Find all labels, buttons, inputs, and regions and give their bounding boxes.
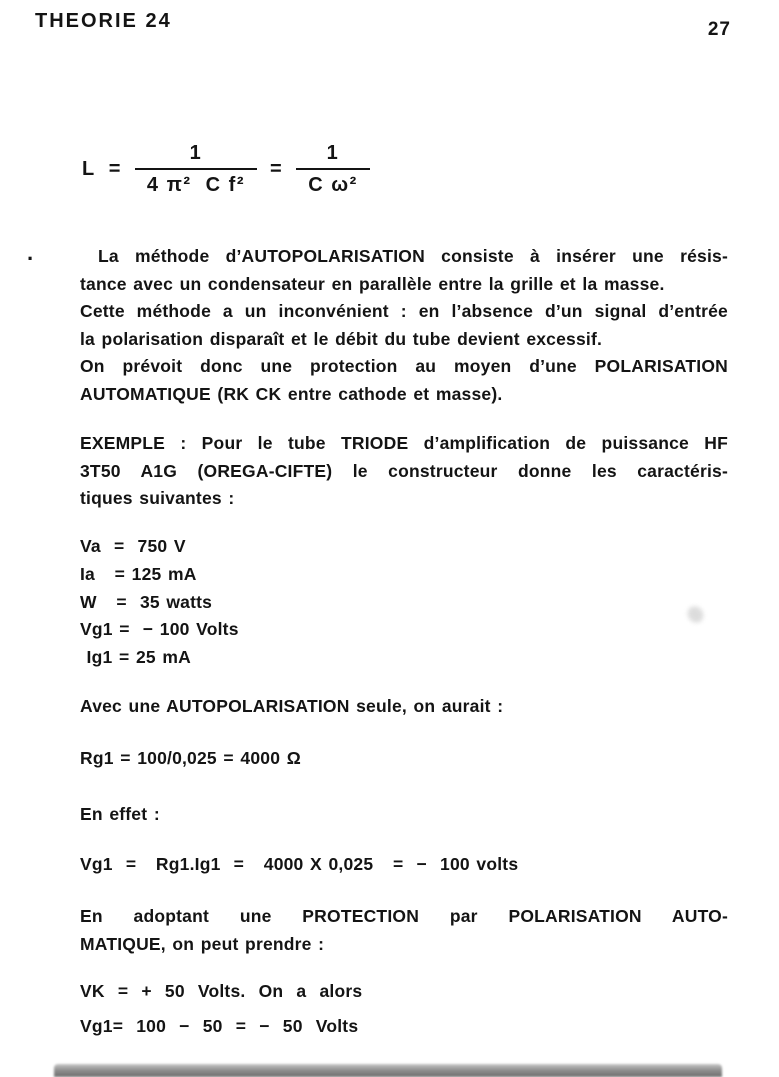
text-line: tiques suivantes : — [80, 488, 235, 508]
paragraph-exemple — [80, 430, 728, 513]
characteristic-vg1: Vg1 = − 100 Volts — [80, 619, 239, 640]
text-line: 3T50 A1G (OREGA-CIFTE) le constructeur donne les caractéris- — [80, 460, 728, 481]
paragraph-vk — [80, 978, 728, 1006]
tube-characteristics-list — [80, 533, 728, 672]
fraction-1-numerator: 1 — [189, 142, 203, 164]
text-line: AUTOMATIQUE (RK CK entre cathode et masse). — [80, 383, 503, 404]
inductance-formula — [82, 142, 370, 197]
formula-lhs: L — [82, 158, 96, 180]
text-line: tance avec un condensateur en parallèle entre la grille et la masse. — [80, 273, 665, 294]
paragraph-en-effet — [80, 801, 728, 829]
characteristic-ig1: Ig1 = 25 mA — [80, 647, 192, 668]
page-number: 27 — [707, 19, 731, 40]
characteristic-ia: Ia = 125 mA — [80, 563, 197, 584]
paragraph-autopolarisation — [80, 243, 728, 408]
characteristic-va: Va = 750 V — [80, 536, 186, 556]
text-line: En adoptant une PROTECTION par POLARISATION AUTO- — [80, 906, 728, 926]
paragraph-protection — [80, 903, 728, 958]
equation-line: Rg1 = 100/0,025 = 4000 Ω — [80, 748, 301, 768]
text-line: MATIQUE, on peut prendre : — [80, 933, 325, 954]
page-title: THEORIE 24 — [35, 10, 172, 32]
equals-sign: = — [108, 158, 122, 180]
fraction-2 — [296, 142, 370, 197]
text-line: La méthode d’AUTOPOLARISATION consiste à insérer une résis- — [98, 246, 728, 266]
scan-shadow-bar — [54, 1064, 722, 1077]
fraction-2-numerator: 1 — [326, 142, 340, 164]
fraction-1-denominator: 4 π² C f² — [135, 168, 257, 197]
equation-rg1 — [80, 745, 728, 773]
text-line: EXEMPLE : Pour le tube TRIODE d’amplification de puissance HF — [80, 433, 728, 453]
text-line: Cette méthode a un inconvénient : en l’absence d’un signal d’entrée — [80, 301, 728, 321]
text-line: la polarisation disparaît et le débit du tube devient excessif. — [80, 328, 603, 349]
paragraph-avec-autopolarisation — [80, 693, 728, 721]
equation-vg1 — [80, 851, 728, 879]
equals-sign: = — [270, 158, 284, 180]
characteristic-w: W = 35 watts — [80, 591, 213, 612]
text-line: En effet : — [80, 804, 160, 824]
equation-vg1-final — [80, 1013, 728, 1041]
fraction-1 — [135, 142, 257, 197]
text-line: On prévoit donc une protection au moyen d’une POLARISATION — [80, 356, 728, 376]
text-line: Avec une AUTOPOLARISATION seule, on aurait : — [80, 696, 504, 716]
equation-line: Vg1= 100 − 50 = − 50 Volts — [80, 1016, 359, 1036]
text-line: VK = + 50 Volts. On a alors — [80, 981, 363, 1001]
fraction-2-denominator: C ω² — [296, 168, 370, 197]
paragraph-bullet: · — [27, 246, 35, 271]
equation-line: Vg1 = Rg1.Ig1 = 4000 X 0,025 = − 100 volts — [80, 854, 519, 874]
